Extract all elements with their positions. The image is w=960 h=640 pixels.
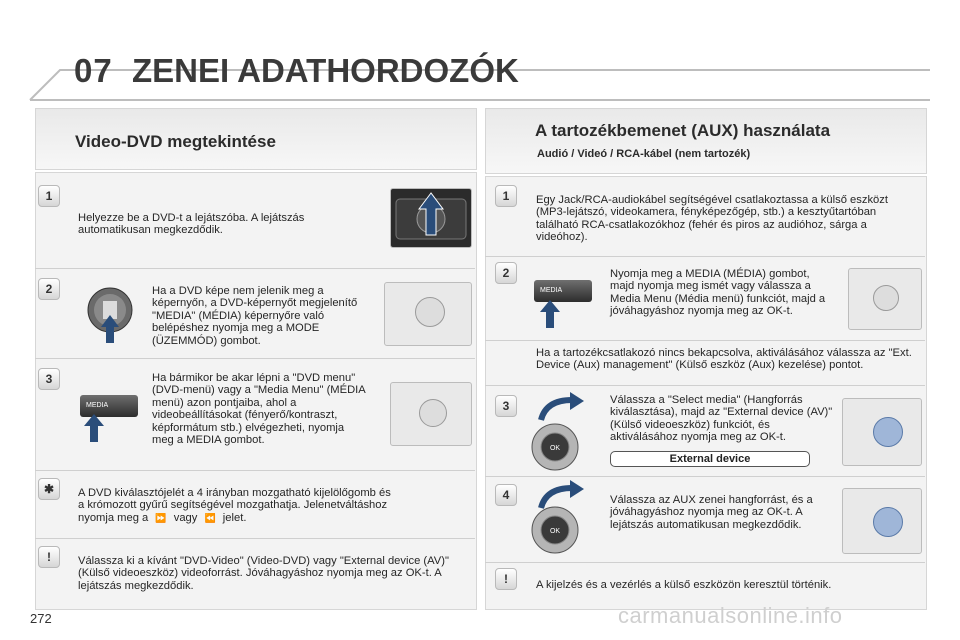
right-section-title: A tartozékbemenet (AUX) használata — [535, 121, 831, 140]
right-radio-panel-image-2 — [848, 268, 922, 330]
tip-line3-part-a: nyomja meg a — [78, 511, 149, 524]
left-note-text: Válassza ki a kívánt "DVD-Video" (Video-DVD) vagy "External device (AV)" (Külső videoeszköz) videoforrást. Jóváhagyáshoz nyomja meg az OK-t. A lejátszás megkezdődik. — [78, 555, 449, 592]
fast-forward-icon: ⏩ — [155, 512, 167, 523]
selector-knob-icon — [530, 422, 580, 472]
radio-panel-image-3 — [390, 382, 472, 446]
left-tip-line-3 — [78, 512, 463, 524]
right-radio-panel-image-3 — [842, 398, 922, 466]
selector-knob-icon-2 — [530, 505, 580, 555]
right-inter-note: Ha a tartozékcsatlakozó nincs bekapcsolva, aktiválásához válassza az "Ext. Device (Aux) management" (Külső eszköz (Aux) kezelése) pontot. — [536, 347, 912, 372]
mode-button-icon — [85, 285, 135, 345]
rewind-icon: ⏪ — [204, 512, 216, 523]
right-step-4-badge: 4 — [495, 484, 517, 506]
right-radio-panel-image-4 — [842, 488, 922, 554]
external-device-label: External device — [610, 451, 810, 467]
dvd-player-image — [390, 188, 472, 248]
left-tip-line-2: a krómozott gyűrű segítségével mozgathatja. Jelenetváltáshoz — [78, 499, 388, 512]
left-step-3-text: Ha bármikor be akar lépni a "DVD menu" (DVD-menü) vagy a "Media Menu" (MÉDIA menü) azon pontjaiba, ahol a videobeállításokat (fényerő/kontraszt, képformátum stb.) elvégezheti, nyomja meg a MEDIA gombot. — [152, 372, 366, 447]
press-arrow-icon — [84, 414, 104, 442]
left-step-2-text: Ha a DVD képe nem jelenik meg a képernyőn, a DVD-képernyőt megjelenítő "MEDIA" (MÉDIA) képernyőre való belépéshez nyomja meg a MODE (ÜZEMMÓD) gombot. — [152, 285, 358, 347]
right-step-1-badge: 1 — [495, 185, 517, 207]
right-title-panel — [485, 108, 927, 174]
right-media-button-icon: MEDIA — [534, 280, 592, 302]
watermark: carmanualsonline.info — [618, 603, 843, 628]
page-number: 272 — [30, 611, 52, 626]
chapter-title: ZENEI ADATHORDOZÓK — [132, 52, 519, 89]
left-tip-text — [78, 487, 463, 524]
left-step-2-badge: 2 — [38, 278, 60, 300]
tip-line3-part-c: jelet. — [222, 511, 247, 524]
svg-text:OK: OK — [549, 528, 561, 535]
right-note-exclamation-icon: ! — [495, 568, 517, 590]
right-press-arrow-icon — [540, 300, 560, 328]
left-step-1-badge: 1 — [38, 185, 60, 207]
right-step-3-badge: 3 — [495, 395, 517, 417]
tip-line3-part-b: vagy — [173, 511, 198, 524]
right-step-2-text: Nyomja meg a MEDIA (MÉDIA) gombot, majd nyomja meg ismét vagy válassza a Media Menu (Média menü) funkciót, majd a jóváhagyáshoz nyomja meg az OK-t. — [610, 268, 826, 318]
left-note-exclamation-icon: ! — [38, 546, 60, 568]
right-step-2-badge: 2 — [495, 262, 517, 284]
chapter-number: 07 — [74, 52, 113, 89]
media-button-icon: MEDIA — [80, 395, 138, 417]
right-section-subtitle: Audió / Videó / RCA-kábel (nem tartozék) — [537, 148, 751, 160]
right-final-note: A kijelzés és a vezérlés a külső eszközön keresztül történik. — [536, 579, 832, 591]
left-step-1-text: Helyezze be a DVD-t a lejátszóba. A lejátszás automatikusan megkezdődik. — [78, 212, 305, 237]
right-step-4-text: Válassza az AUX zenei hangforrást, és a jóváhagyáshoz nyomja meg az OK-t. A lejátszás automatikusan megkezdődik. — [610, 494, 813, 531]
right-step-3-text: Válassza a "Select media" (Hangforrás kiválasztása), majd az "External device (AV)" (Külső videoeszköz) funkciót, és aktiválásához nyomja meg az OK-t. — [610, 394, 833, 444]
left-tip-line-1: A DVD kiválasztójelét a 4 irányban mozgatható kijelölőgomb és — [78, 487, 391, 499]
tip-sun-icon: ✱ — [38, 478, 60, 500]
rotate-arrow-icon — [536, 392, 586, 422]
insert-arrow-icon — [391, 189, 471, 247]
left-step-3-badge: 3 — [38, 368, 60, 390]
right-step-1-text: Egy Jack/RCA-audiokábel segítségével csatlakoztassa a külső eszközt (MP3-lejátszó, videokamera, fényképezőgép, stb.) a kesztyűtartóban található RCA-csatlakozókhoz (fehér és piros az audióhoz, sárga a videóhoz). — [536, 194, 888, 244]
svg-text:OK: OK — [549, 445, 561, 452]
radio-panel-image-2 — [384, 282, 472, 346]
left-section-title: Video-DVD megtekintése — [75, 132, 276, 151]
